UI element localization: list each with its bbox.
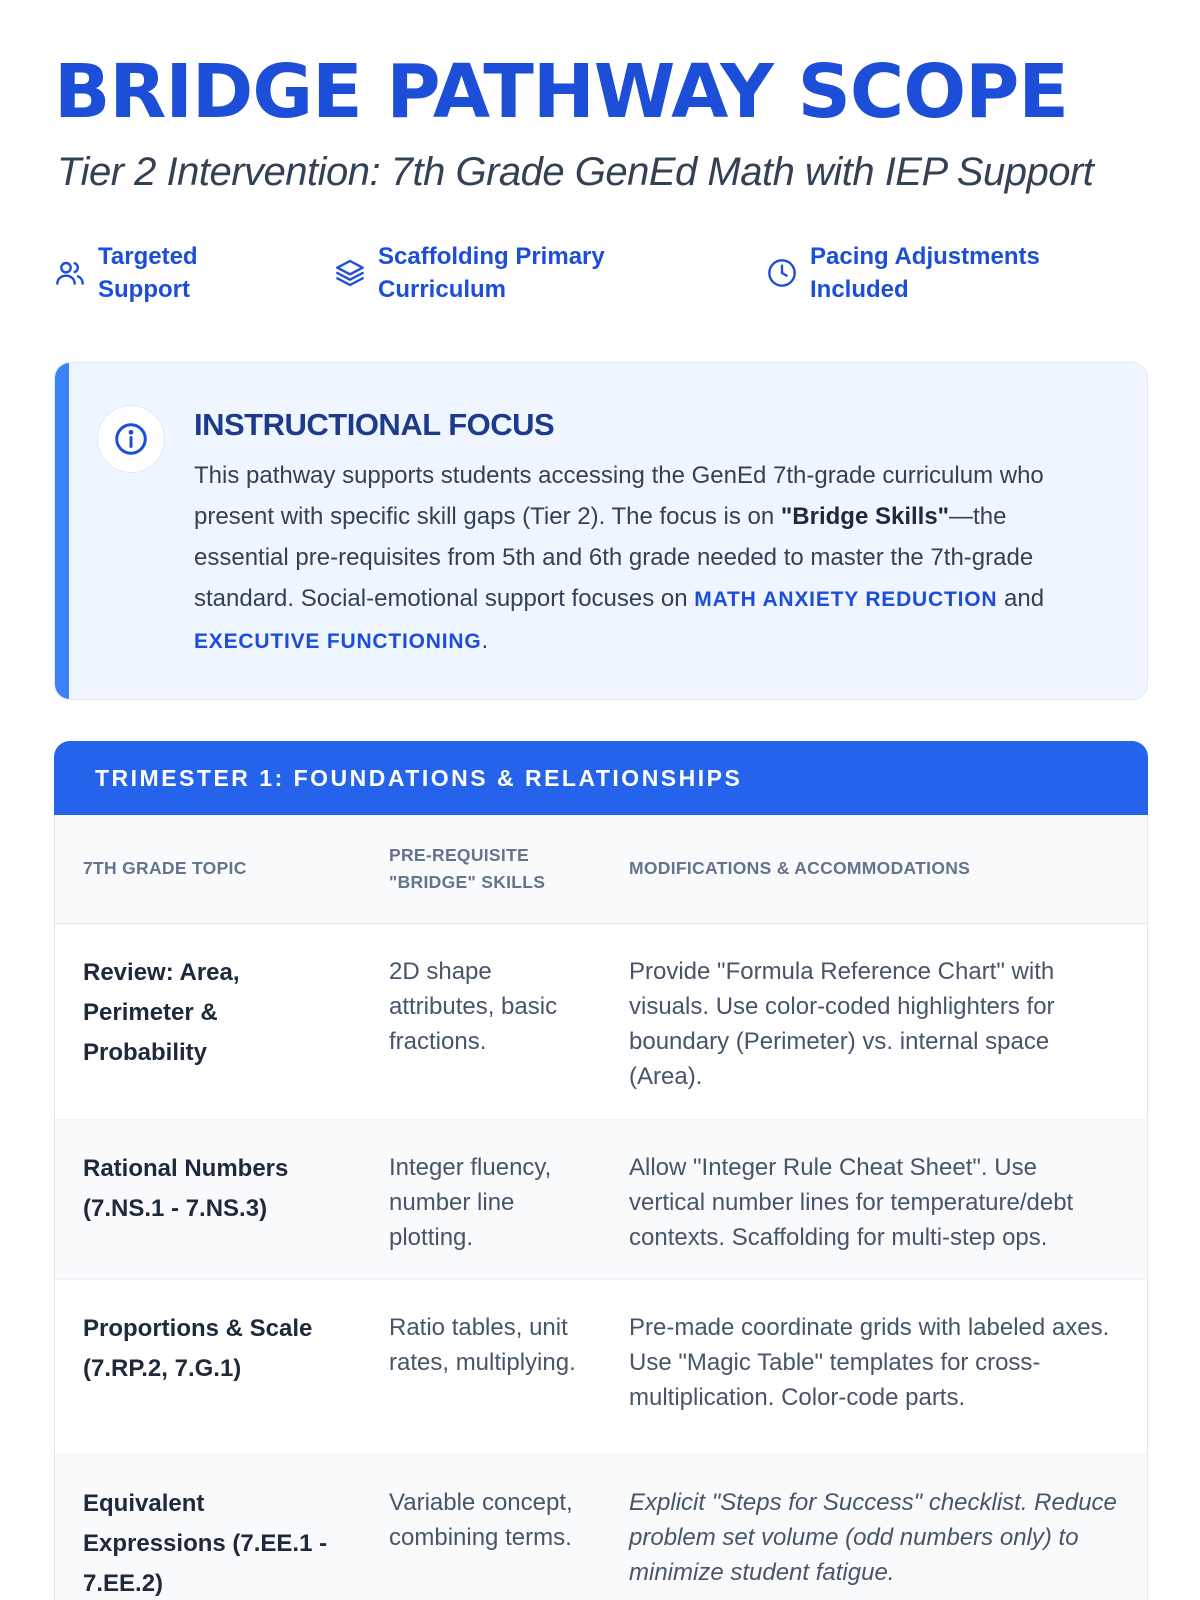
bridge-cell: Integer fluency, number line plotting. xyxy=(389,1154,552,1251)
mods-cell: Allow "Integer Rule Cheat Sheet". Use vertical number lines for temperature/debt contexts. Scaffolding for multi-step ops. xyxy=(629,1154,1074,1251)
column-header-topic: 7TH GRADE TOPIC xyxy=(83,858,247,878)
feature-list xyxy=(54,240,1148,310)
clock-icon xyxy=(766,257,798,289)
scope-table xyxy=(54,815,1148,1600)
math-anxiety-highlight: MATH ANXIETY REDUCTION xyxy=(694,588,998,611)
info-icon xyxy=(97,405,165,473)
users-icon xyxy=(54,257,86,289)
topic-cell: Rational Numbers (7.NS.1 - 7.NS.3) xyxy=(83,1155,289,1222)
trimester-header xyxy=(54,741,1148,815)
mods-cell: Pre-made coordinate grids with labeled axes. Use "Magic Table" templates for cross-multiplication. Color-code parts. xyxy=(629,1314,1110,1411)
callout-accent-bar xyxy=(55,363,69,699)
topic-cell: Review: Area, Perimeter & Probability xyxy=(83,959,240,1066)
layers-icon xyxy=(334,257,366,289)
table-row xyxy=(55,1120,1147,1280)
feature-label: Support xyxy=(98,276,190,303)
topic-cell: Equivalent Expressions (7.EE.1 - 7.EE.2) xyxy=(83,1490,328,1597)
trimester-title: TRIMESTER 1: FOUNDATIONS & RELATIONSHIPS xyxy=(95,765,743,791)
column-header-mods: MODIFICATIONS & ACCOMMODATIONS xyxy=(629,858,971,878)
focus-text: This pathway supports students accessing the GenEd 7th-grade curriculum who present with specific skill gaps (Tier 2). The focus is on "Bridge Skills"—the essential pre-requisites from 5th and 6th grade needed to master the 7th-grade standard. Social-emotional support focuses on MATH ANXIETY REDUCTION and EXECUTIVE FUNCTIONING. xyxy=(194,462,1045,654)
table-row xyxy=(55,1280,1147,1455)
executive-functioning-highlight: EXECUTIVE FUNCTIONING xyxy=(194,630,482,653)
page-title: BRIDGE PATHWAY SCOPE xyxy=(54,49,1068,135)
table-header xyxy=(55,815,1147,924)
bridge-cell: Ratio tables, unit rates, multiplying. xyxy=(389,1314,576,1376)
feature-label: Included xyxy=(810,276,909,303)
table-row xyxy=(55,924,1147,1120)
page-subtitle: Tier 2 Intervention: 7th Grade GenEd Math with IEP Support xyxy=(57,150,1094,194)
feature-label: Curriculum xyxy=(378,276,507,303)
feature-label: Pacing Adjustments xyxy=(810,243,1040,270)
feature-label: Targeted xyxy=(98,243,198,270)
instructional-focus-callout xyxy=(54,362,1148,700)
feature-scaffolding xyxy=(334,240,605,306)
focus-title: INSTRUCTIONAL FOCUS xyxy=(194,407,555,442)
feature-targeted-support xyxy=(54,240,198,306)
bridge-skills-term: "Bridge Skills" xyxy=(780,503,950,530)
table-row xyxy=(55,1455,1147,1600)
bridge-cell: Variable concept, combining terms. xyxy=(389,1489,573,1551)
feature-pacing xyxy=(766,240,1040,306)
bridge-cell: 2D shape attributes, basic fractions. xyxy=(389,958,558,1055)
mods-cell: Explicit "Steps for Success" checklist. Reduce problem set volume (odd numbers only) to minimize student fatigue. xyxy=(629,1489,1117,1586)
feature-label: Scaffolding Primary xyxy=(378,243,605,270)
topic-cell: Proportions & Scale (7.RP.2, 7.G.1) xyxy=(83,1315,313,1382)
column-header-bridge: PRE-REQUISITE "BRIDGE" SKILLS xyxy=(389,845,546,892)
mods-cell: Provide "Formula Reference Chart" with visuals. Use color-coded highlighters for boundary (Perimeter) vs. internal space (Area). xyxy=(629,958,1055,1090)
